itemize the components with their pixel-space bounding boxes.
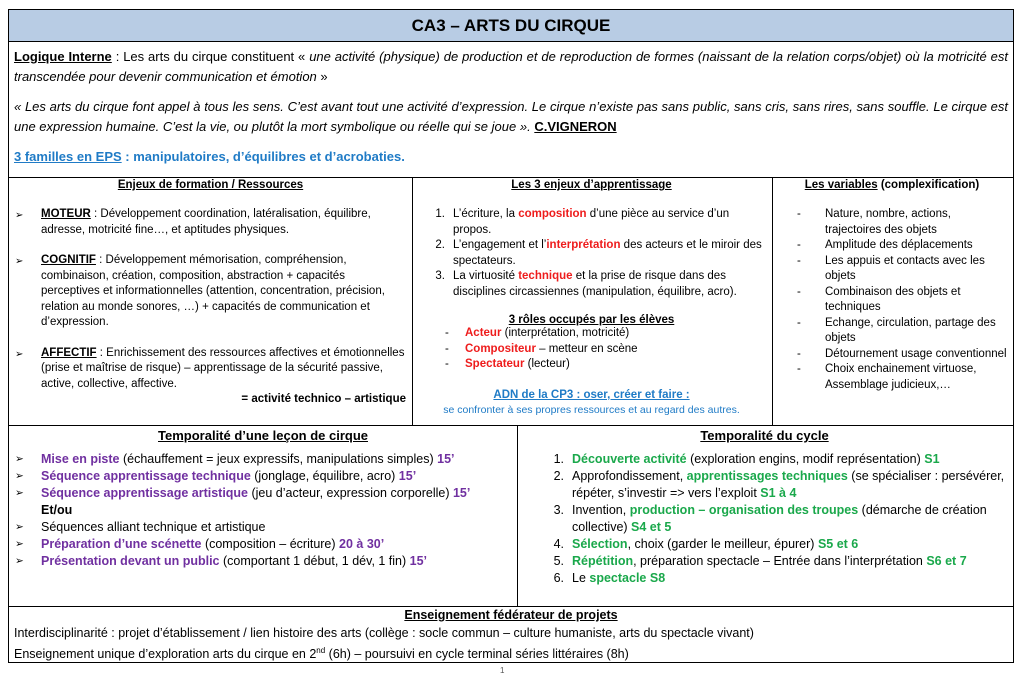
cycle-item (522, 502, 1007, 536)
familles-text: : manipulatoires, d’équilibres et d’acrobaties. (121, 149, 405, 164)
vigneron-quote (14, 97, 1008, 137)
lecon-text: (jeu d’acteur, expression corporelle) (248, 486, 453, 500)
lecon-key: Présentation devant un public (41, 554, 220, 568)
arrow-bullet-icon: ➢ (15, 210, 24, 221)
variable-text: Nature, nombre, actions, trajectoires des objets (825, 208, 951, 236)
cycle-pre: Invention, (572, 503, 630, 517)
item-label: COGNITIF (41, 254, 96, 266)
dash-bullet-icon: - (797, 285, 801, 298)
cycle-post: , préparation spectacle – Entrée dans l’interprétation (633, 554, 927, 568)
cycle-post: (se spécialiser : persévérer, répéter, s’investir => vers l’exploit (572, 469, 1005, 500)
lecon-item (15, 553, 511, 570)
cycle-item (522, 553, 1007, 570)
logique-interne (14, 47, 1008, 87)
role-item (417, 326, 766, 342)
cycle-number: 3. (553, 503, 564, 517)
variables-heading (777, 179, 1007, 191)
cycle-item (522, 468, 1007, 502)
variable-item (777, 207, 1007, 238)
variable-item (777, 316, 1007, 347)
dash-bullet-icon: - (797, 363, 801, 375)
variable-item (777, 254, 1007, 285)
variable-text: Echange, circulation, partage des objets (825, 316, 996, 344)
lecon-time: 20 à 30’ (339, 537, 385, 551)
cycle-cell (516, 425, 1014, 607)
role-item (417, 357, 766, 373)
conclusion: = activité technico – artistique (241, 393, 406, 405)
cycle-session: S6 et 7 (926, 554, 967, 568)
item-key: interprétation (546, 239, 621, 251)
item-label: MOTEUR (41, 208, 91, 220)
arrow-bullet-icon: ➢ (15, 348, 24, 360)
cycle-session: S4 et 5 (631, 520, 672, 534)
item-post: des acteurs et le miroir des spectateurs. (453, 239, 762, 267)
cycle-number: 1. (553, 452, 564, 466)
intro-section (8, 41, 1014, 178)
enjeux-formation-heading: Enjeux de formation / Ressources (117, 179, 304, 191)
page-number: 1 (500, 666, 505, 675)
role-key: Compositeur (465, 342, 536, 355)
variable-item (777, 238, 1007, 254)
arrow-bullet-icon: ➢ (15, 470, 24, 482)
item-pre: L’engagement et l’ (453, 239, 547, 251)
cycle-number: 4. (553, 537, 564, 551)
item-text: : Développement mémorisation, compréhension, combinaison, création, composition, abstraction + capacités perceptives et informationnelles (attention, concentration, précision, relation au monde sonores, …) + capacités de communication et d’expression. (41, 254, 385, 328)
dash-bullet-icon: - (797, 208, 801, 220)
lecon-item (15, 536, 511, 553)
lecon-cell (8, 425, 518, 607)
role-key: Spectateur (465, 358, 525, 370)
list-item (417, 238, 766, 269)
dash-bullet-icon: - (797, 239, 801, 251)
cycle-item (522, 536, 1007, 553)
cycle-key: Répétition (572, 554, 634, 568)
roles-heading: 3 rôles occupés par les élèves (508, 314, 675, 326)
federateur-section (8, 606, 1014, 663)
arrow-bullet-icon: ➢ (15, 521, 24, 533)
dash-bullet-icon: - (445, 358, 449, 370)
lecon-heading: Temporalité d’une leçon de cirque (158, 428, 368, 443)
cycle-post: (exploration engins, modif représentation) (686, 452, 925, 466)
list-item (15, 253, 406, 331)
list-item (15, 207, 406, 238)
quote-text: « Les arts du cirque font appel à tous les sens. C’est avant tout une activité d’expression. Le cirque n’existe pas sans public, sans cris, sans rires, sans souffle. Le cirque est une expression humaine. C’est la vie, ou plutôt la mort symbolique ou réelle qui se joue ». (14, 99, 1008, 134)
cycle-session: S8 (649, 571, 666, 585)
variable-text: Amplitude des déplacements (825, 239, 973, 251)
cycle-item (522, 570, 1007, 587)
role-post: (lecteur) (524, 358, 570, 370)
logique-end: » (316, 69, 328, 84)
lecon-time: 15’ (452, 486, 471, 500)
lecon-time: 15’ (437, 452, 455, 466)
item-label: AFFECTIF (41, 346, 97, 359)
arrow-bullet-icon: ➢ (15, 256, 24, 267)
item-text: : Développement coordination, latéralisation, équilibre, adresse, motricité fine…, et aptitudes physiques. (41, 208, 371, 236)
line2-sup: nd (316, 646, 326, 655)
dash-bullet-icon: - (797, 316, 801, 329)
line2-pre: Enseignement unique d’exploration arts du cirque en 2 (14, 647, 317, 662)
variable-item (777, 362, 1007, 393)
lecon-text: (composition – écriture) (201, 537, 340, 551)
item-post: d’une pièce au service d’un propos. (453, 208, 730, 236)
lecon-time: 15’ (398, 469, 417, 483)
page-title (8, 9, 1014, 42)
cycle-heading: Temporalité du cycle (700, 428, 829, 443)
variable-text: Détournement usage conventionnel (825, 347, 1007, 360)
lecon-key: Préparation d’une scénette (41, 537, 202, 551)
logique-label: Logique Interne (14, 49, 112, 64)
adn-text: se confronter à ses propres ressources et au regard des autres. (443, 404, 740, 416)
cycle-number: 6. (553, 571, 564, 585)
list-item (417, 207, 766, 238)
lecon-key: Séquence apprentissage artistique (41, 486, 249, 500)
familles (14, 147, 1008, 167)
federateur-line-1: Interdisciplinarité : projet d’établissement / lien histoire des arts (collège : socle commun – culture humaniste, arts du spectacle vivant) (14, 626, 754, 640)
variable-text: Les appuis et contacts avec les objets (825, 254, 985, 282)
item-pre: La virtuosité (453, 270, 519, 282)
federateur-line-2 (14, 642, 1008, 663)
cycle-key: Sélection (572, 537, 628, 551)
arrow-bullet-icon: ➢ (15, 538, 24, 550)
variable-text: Combinaison des objets et techniques (825, 285, 961, 313)
arrow-bullet-icon: ➢ (15, 555, 24, 567)
lecon-text: (échauffement = jeux expressifs, manipulations simples) (119, 452, 438, 466)
item-post: et la prise de risque dans des disciplines circassiennes (manipulation, équilibre, acro). (453, 270, 737, 298)
role-post: – metteur en scène (535, 342, 638, 355)
cycle-session: S5 et 6 (817, 537, 859, 551)
role-item (417, 342, 766, 358)
variables-cell (771, 177, 1014, 426)
lecon-key: Mise en piste (41, 452, 120, 466)
item-number: 2. (435, 239, 445, 251)
cycle-number: 2. (553, 469, 564, 483)
lecon-key: Séquence apprentissage technique (41, 469, 251, 483)
cycle-session: S1 (924, 452, 940, 466)
lecon-item (15, 519, 511, 536)
cycle-item (522, 451, 1007, 468)
cycle-post: (démarche de création collective) (572, 503, 987, 534)
item-pre: L’écriture, la (453, 208, 519, 220)
cycle-pre: Le (572, 571, 590, 585)
variables-heading-u: Les variables (804, 179, 878, 191)
cycle-pre: Approfondissement, (572, 469, 687, 483)
dash-bullet-icon: - (445, 342, 449, 355)
cycle-key: apprentissages techniques (686, 469, 848, 483)
logique-quote: une activité (physique) de production et de reproduction de formes (naissant de la relation corps/objet) où la motricité est transcendée pour devenir communication et émotion (14, 49, 1009, 84)
enjeux-formation-cell (8, 177, 413, 426)
cycle-key: production – organisation des troupes (629, 503, 859, 517)
cycle-key: spectacle (589, 571, 647, 585)
lecon-etou (15, 502, 511, 519)
enjeux-apprentissage-cell (411, 177, 773, 426)
familles-label: 3 familles en EPS (14, 149, 122, 164)
cycle-post: , choix (garder le meilleur, épurer) (627, 537, 818, 551)
logique-sep: : Les arts du cirque constituent « (111, 49, 310, 64)
quote-author: C.VIGNERON (534, 119, 617, 134)
item-number: 3. (435, 270, 445, 282)
cycle-key: Découverte activité (572, 452, 687, 466)
dash-bullet-icon: - (797, 347, 801, 360)
lecon-time: 15’ (409, 554, 428, 568)
lecon-item (15, 451, 511, 468)
spacer (15, 502, 41, 519)
item-key: technique (518, 270, 573, 282)
title-text: CA3 – ARTS DU CIRQUE (411, 15, 611, 35)
role-key: Acteur (465, 327, 502, 339)
line2-post: (6h) – poursuivi en cycle terminal séries littéraires (8h) (325, 647, 629, 662)
cycle-session: S1 à 4 (760, 486, 797, 500)
dash-bullet-icon: - (797, 254, 801, 267)
arrow-bullet-icon: ➢ (15, 453, 24, 465)
lecon-text: (jonglage, équilibre, acro) (250, 469, 399, 483)
dash-bullet-icon: - (445, 327, 449, 339)
list-item (417, 269, 766, 300)
lecon-text: Séquences alliant technique et artistique (41, 520, 266, 534)
item-key: composition (518, 208, 587, 220)
variables-heading-rest: (complexification) (877, 179, 980, 191)
role-post: (interprétation, motricité) (501, 327, 630, 339)
item-number: 1. (435, 208, 445, 220)
enjeux-apprentissage-heading: Les 3 enjeux d’apprentissage (511, 179, 672, 191)
lecon-item (15, 468, 511, 485)
lecon-item (15, 485, 511, 502)
etou-text: Et/ou (41, 503, 73, 517)
variable-text: Choix enchainement virtuose, Assemblage judicieux,… (825, 363, 977, 391)
adn-heading: ADN de la CP3 : oser, créer et faire : (493, 388, 690, 401)
arrow-bullet-icon: ➢ (15, 487, 24, 499)
federateur-heading: Enseignement fédérateur de projets (404, 608, 618, 622)
item-text: : Enrichissement des ressources affectives et émotionnelles (prise et maîtrise de risque) – apprentissage de la sécurité passive, active, collective, affective. (41, 346, 405, 390)
lecon-text: (comportant 1 début, 1 dév, 1 fin) (219, 554, 410, 568)
variable-item (777, 347, 1007, 363)
cycle-number: 5. (553, 554, 564, 568)
variable-item (777, 285, 1007, 316)
list-item (15, 346, 406, 393)
